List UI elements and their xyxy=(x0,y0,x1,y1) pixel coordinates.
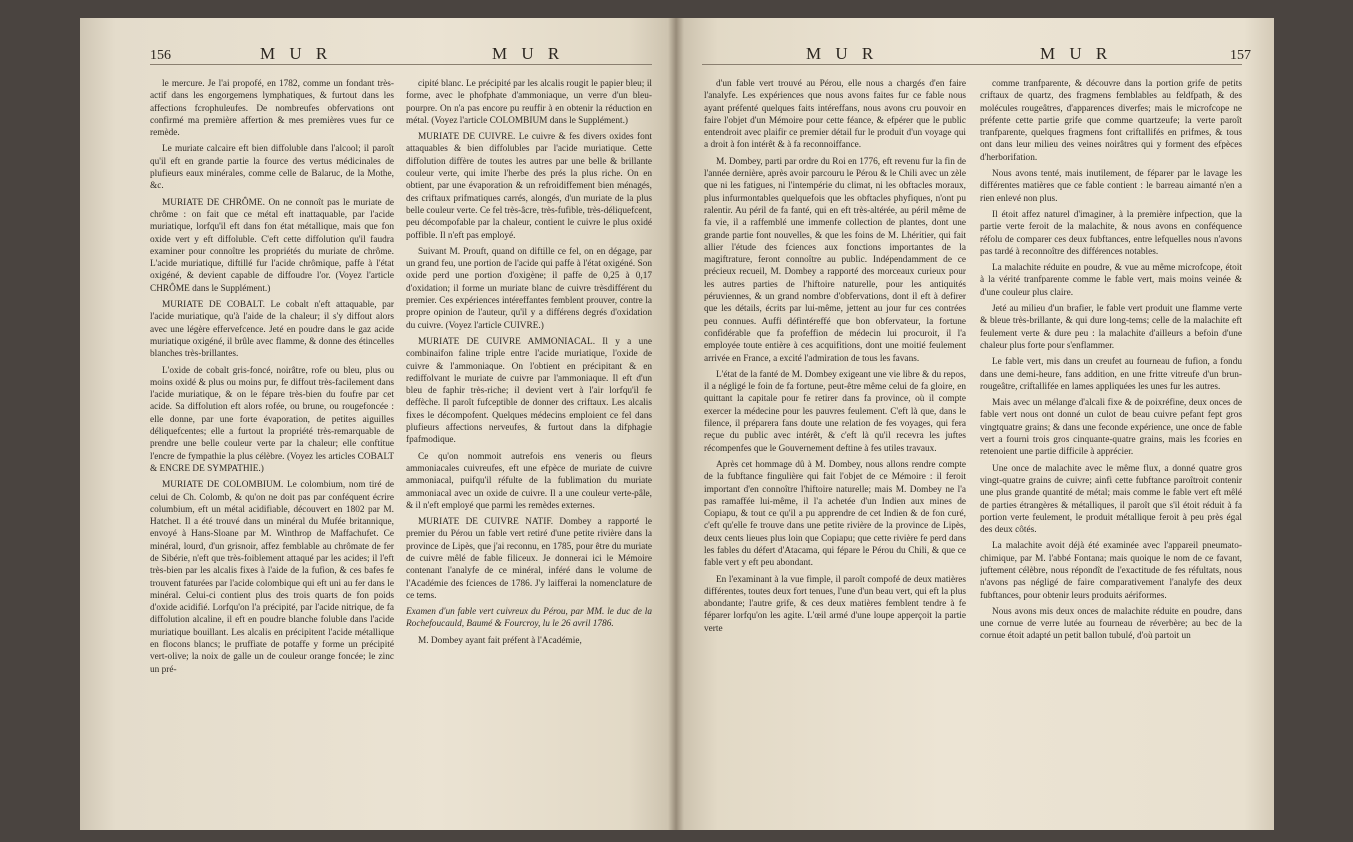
left-running-head: M U R xyxy=(260,44,333,63)
entry-muriate-de-cuivre-ammoniacal: MURIATE DE CUIVRE AMMONIACAL. Il y a une combinaifon faline triple entre l'acide muriatique, l'oxide de cuivre & l'ammoniaque. On l'obtient en précipitant & en rediffolvant le muriate de cuivre par l'ammoniaque. Il eft d'un bleu de faphir très-riche; il devient vert à l'air lorfqu'il fe deffèche. Il paroît fufceptible de donner des criftaux. Les alcalis fixes le décompofent. Quelques médecins emploient ce fel dans plufieurs affections nerveufes, & furtout dans la difphagie fpafmodique. xyxy=(406,336,652,446)
paragraph: Nous avons mis deux onces de malachite réduite en poudre, dans une cornue de verre lutée au fourneau de réverbère; au bec de la cornue étoit adapté un petit ballon tubulé, d'où partoit un xyxy=(980,606,1242,642)
paragraph: La malachite réduite en poudre, & vue au même microfcope, étoit à la vérité tranfparente comme le fable vert, mais moins veinée & d'une couleur plus claire. xyxy=(980,263,1242,298)
paragraph: Une once de malachite avec le même flux, a donné quatre gros vingt-quatre grains de cuivre; ainfi cette fubftance paroîtroit contenir une plus grande quantité de métal; mais comme le fable vert eft mêlé de parties étrangères & métalliques, il paroît que s'il étoit réduit à fa portion verte feulement, le produit métallique feroit à peu près égal des deux côtés. xyxy=(980,463,1242,536)
paragraph: d'un fable vert trouvé au Pérou, elle nous a chargés d'en faire l'analyfe. Les expériences que nous avons faites fur ce fable nous ayant préfenté quelques faits intéreffans, nous avons cru pouvoir en faire l'objet d'un Mémoire pour cette féance, & efpérer que le public entendroit avec plaifir ce premier détail fur le produit d'un voyage qui a droit à fon intérêt & à fa reconnoiffance. xyxy=(704,79,966,151)
left-column-1 xyxy=(150,78,394,828)
paragraph: Suivant M. Prouft, quand on diftille ce fel, on en dégage, par un grand feu, une portion de l'acide qui paffe à l'état oxigéné. Son oxide perd une portion d'oxigène; il paffe de 0,25 à 0,17 d'oxidation; il forme un muriate blanc de cuivre trèsdifférent du premier. Ces expériences intéreffantes femblent prouver, contre la propre opinion de l'auteur, qu'il y a différens degrés d'oxidation du cuivre. (Voyez l'article CUIVRE.) xyxy=(406,246,652,331)
paragraph: Il étoit affez naturel d'imaginer, à la première infpection, que la partie verte feroit de la malachite, & nous avons en conféquence réfolu de comparer ces deux fubftances, entre lefquelles nous n'avons pas tardé à reconnoître des différences notables. xyxy=(980,209,1242,257)
right-running-head-2: M U R xyxy=(1040,44,1113,63)
right-running-head: M U R xyxy=(806,44,879,63)
paragraph: Jeté au milieu d'un brafier, le fable vert produit une flamme verte & bleue très-brillante, & qui dure long-tems; celle de la malachite eft feulement verte & dure peu : la malachite d'ailleurs a befoin d'une chaleur plus forte pour s'enflammer. xyxy=(980,304,1242,351)
paragraph: cipité blanc. Le précipité par les alcalis rougit le papier bleu; il forme, avec le phofphate d'ammoniaque, un verre d'un bleu-pourpre. On n'a pas encore pu reuffir à en obtenir la réduction en métal. (Voyez l'article COLOMBIUM dans le Supplément.) xyxy=(406,79,652,126)
left-header-rule xyxy=(150,64,652,65)
paragraph: En l'examinant à la vue fimple, il paroît compofé de deux matières différentes, toutes deux fort tenues, l'une d'un beau vert, qui eft la plus abondante; l'autre grife, & ces deux matières femblent tendre à fe féparer lorfqu'on les agite. L'œil armé d'une loupe apperçoit la partie verte xyxy=(704,574,966,634)
paragraph: Le fable vert, mis dans un creufet au fourneau de fufion, a fondu dans une demi-heure, fans addition, en une fritte vitreufe d'un brun-rougeâtre, criftallifée en lames appliquées les unes fur les autres. xyxy=(980,357,1242,392)
paragraph: Ce qu'on nommoit autrefois ens veneris ou fleurs ammoniacales cuivreufes, eft une efpèce de muriate de cuivre ammoniacal, puifqu'il réfulte de la fublimation du muriate ammoniacal avec un oxide de cuivre. Il a une couleur verte-pâle, & il n'eft employé que parmi les remèdes externes. xyxy=(406,451,652,511)
paragraph: M. Dombey, parti par ordre du Roi en 1776, eft revenu fur la fin de l'année dernière, après avoir parcouru le Pérou & le Chili avec un zèle que ni les fatigues, ni l'intempérie du climat, ni les obftacles moraux, plus infurmontables quelquefois que les obftacles phyfiques, n'ont pu ralentir. Au péril de fa fanté, qui en eft très-altérée, au péril même de fa vie, il a raffemblé une immenfe collection de plantes, dont une grande partie font nouvelles, & que les foins de M. Lhéritier, qui fait allier l'étude des fciences aux fonctions importantes de la magiftrature, feront connoître au public. Indépendamment de ce précieux recueil, M. Dombey a rapporté des morceaux curieux pour les autres parties de l'hiftoire naturelle, pour les antiquités péruviennes, & un grand nombre d'obfervations, dont il eft à defirer que les détails, écrits par lui-même, jettent au jour fur ces contrées peu connues. Auffi défintéreffé que bon obfervateur, la fortune confidérable que fa profeffion de médecin lui procuroit, il l'a employée toute entière à ces acquifitions, dont une moitié feulement arrivée en France, a excité l'admiration de tous les favans. xyxy=(704,156,966,364)
entry-muriate-de-cuivre-natif: MURIATE DE CUIVRE NATIF. Dombey a rapporté le premier du Pérou un fable vert retiré d'une petite rivière dans la province de Lipès, que j'ai reconnu, en 1785, pour être du muriate de cuivre mêlé de fable filiceux. Je donnerai ici le Mémoire contenant l'analyfe de ce minéral, inféré dans le volume de l'Académie des fciences de 1786. J'y laifferai la nomenclature de ce tems. xyxy=(406,517,652,601)
right-column-1 xyxy=(704,78,966,828)
paragraph: le mercure. Je l'ai propofé, en 1782, comme un fondant très-actif dans les engorgemens lymphatiques, & furtout dans les affections fcrophuleufes. De nombreufes obfervations ont confirmé ma première affertion & mes premières vues fur ce remède. xyxy=(150,79,394,139)
entry-muriate-de-cobalt: MURIATE DE COBALT. Le cobalt n'eft attaquable, par l'acide muriatique, qu'à l'aide de la chaleur; il s'y diffout alors avec une légère effervefcence. Jeté en poudre dans le gaz acide muriatique oxigéné, il brûle avec flamme, & donne des étincelles blanches très-brillantes. xyxy=(150,300,394,360)
paragraph: comme tranfparente, & découvre dans la portion grife de petits criftaux de quartz, des fragmens femblables au feldfpath, & des molécules rougeâtres, d'apparences diverfes; mais le microfcope ne préfente cette partie grife que comme quartzeufe; la verte paroît tranfparente, quelques fragmens font criftallifés en prifmes, & tous ont dans leur milieu des veines noirâtres qui y forment des efpèces d'herborifation. xyxy=(980,79,1242,163)
paragraph: Nous avons tenté, mais inutilement, de féparer par le lavage les différentes matières que ce fable contient : le barreau aimanté n'en a rien enlevé non plus. xyxy=(980,169,1242,204)
book-gutter xyxy=(668,18,684,830)
right-column-2 xyxy=(980,78,1242,828)
examen-title: Examen d'un fable vert cuivreux du Pérou, par MM. le duc de la Rochefoucauld, Baumé & Fourcroy, lu le 26 avril 1786. xyxy=(406,607,652,630)
right-page-number: 157 xyxy=(1230,48,1251,63)
paragraph: L'état de la fanté de M. Dombey exigeant une vie libre & du repos, il a négligé le foin de fa fortune, peut-être même celui de fa gloire, en quittant la capitale pour fe retirer dans fa province, où il compte exercer la médecine pour les pauvres feulement. C'eft là que, dans le filence, il préparera fans doute une relation de fes voyages, qui fera reçue du public avec intérêt, & c'eft là qu'il recevra les juftes récompenfes que le Gouvernement deftine à fes utiles travaux. xyxy=(704,369,966,454)
entry-muriate-de-cuivre: MURIATE DE CUIVRE. Le cuivre & fes divers oxides font attaquables & bien diffolubles par l'acide muriatique. Cette diffolution diffère de toutes les autres par une belle & brillante couleur verte, qui imite l'herbe des prés la plus riche. On en obtient, par une évaporation & un refroidiffement bien ménagés, des criftaux prifmatiques carrés, alongés, d'un muriate de la plus belle couleur verte. Ce fel très-âcre, très-fufible, très-déliquefcent, peu décompofable par la chaleur, contient le cuivre le plus oxidé poffible. Il n'eft pas employé. xyxy=(406,132,652,241)
paragraph: M. Dombey ayant fait préfent à l'Académie, xyxy=(418,635,582,646)
paragraph: La malachite avoit déjà été examinée avec l'appareil pneumato-chimique, par M. l'abbé Fontana; mais quoique le nom de ce favant, juftement célèbre, nous répondît de l'exactitude de fes réfultats, nous n'avons pas négligé de faire comparativement l'analyfe des deux fubftances, pour obtenir leurs produits aériformes. xyxy=(980,541,1242,601)
paragraph: Mais avec un mélange d'alcali fixe & de poixréfine, deux onces de fable vert nous ont donné un culot de beau cuivre pefant fept gros vingtquatre grains; & dans une feconde expérience, une once de fable vert a fourni trois gros cinquante-quatre grains, mais les fcories en retenoient une partie difficile à apprécier. xyxy=(980,398,1242,458)
entry-muriate-de-chrome: MURIATE DE CHRÔME. On ne connoît pas le muriate de chrôme : on fait que ce métal eft inattaquable, par l'acide muriatique, lorfqu'il eft dans fon état métallique, mais que fon oxide vert y eft diffoluble. C'eft cette diffolution qu'il faudra examiner pour connoître les propriétés du muriate de chrôme. L'acide muriatique, diftillé fur l'acide chrômique, paffe à l'état oxigéné, & devient capable de diffoudre l'or. (Voyez l'article CHRÔME dans le Supplément.) xyxy=(150,197,394,294)
left-page-number: 156 xyxy=(150,48,171,63)
left-column-2 xyxy=(406,78,652,828)
left-running-head-2: M U R xyxy=(492,44,565,63)
paragraph: Le muriate calcaire eft bien diffoluble dans l'alcool; il paroît qu'il eft en grande partie la fource des vertus médicinales de plufieurs eaux minérales, comme celle de Balaruc, de la Mothe, &c. xyxy=(150,144,394,192)
right-header-rule xyxy=(702,64,1242,65)
entry-muriate-de-colombium: MURIATE DE COLOMBIUM. Le colombium, nom tiré de celui de Ch. Colomb, & qu'on ne doit pas par conféquent écrire columbium, eft un métal acidifiable, découvert en 1802 par M. Hatchet. Il a été trouvé dans un minéral du Mufée britannique, envoyé à Hans-Sloane par M. Winthrop de Maffachufet. Ce minéral, lourd, d'un grisnoir, affez femblable au chrômate de fer de Sibérie, n'eft que très-foiblement attaqué par les acides; il l'eft très-bien par les alcalis fixes à l'aide de la fufion, & ces bafes fe trouvent faturées par l'acide colombique qui eft uni au fer dans le minéral. Celui-ci contient plus des trois quarts de fon poids d'oxide acidifié. Lorfqu'on l'a précipité, par l'acide nitrique, de fa diffolution alcaline, il eft en poudre blanche foluble dans l'acide muriatique bouillant. Les alcalis en précipitent l'acide métallique en flocons blancs; le pruffiate de potaffe y forme un précipité vert-olive; la noix de galle un de couleur orange foncée; le zinc un pré- xyxy=(150,480,394,675)
paragraph: Après cet hommage dû à M. Dombey, nous allons rendre compte de la fubftance fingulière qui fait l'objet de ce Mémoire : il feroit important d'en connoître l'hiftoire naturelle; mais M. Dombey ne l'a pas ramaffée lui-même, il l'a achetée d'un Indien aux mines de Copiapu, & tout ce qu'il a pu apprendre de cet Indien & de fon curé, c'eft qu'elle fe trouve dans une petite rivière de la province de Lipès, deux cents lieues plus loin que Copiapu; que cette rivière fe perd dans les fables du défert d'Atacama, qui fépare le Pérou du Chili, & que ce fable vert y eft peu abondant. xyxy=(704,459,966,569)
paragraph: L'oxide de cobalt gris-foncé, noirâtre, rofe ou bleu, plus ou moins oxidé & plus ou moins pur, fe diffout très-facilement dans l'acide muriatique, & on le fépare très-bien du foufre par cet acide. Sa diffolution eft alors rofée, ou brune, ou rougefoncée : elle donne, par une forte évaporation, de petites aiguilles déliquefcentes; elle a furtout la propriété très-remarquable de prendre une belle couleur verte par la chaleur; elle conftitue l'encre de fympathie la plus célèbre. (Voyez les articles COBALT & ENCRE DE SYMPATHIE.) xyxy=(150,365,394,474)
